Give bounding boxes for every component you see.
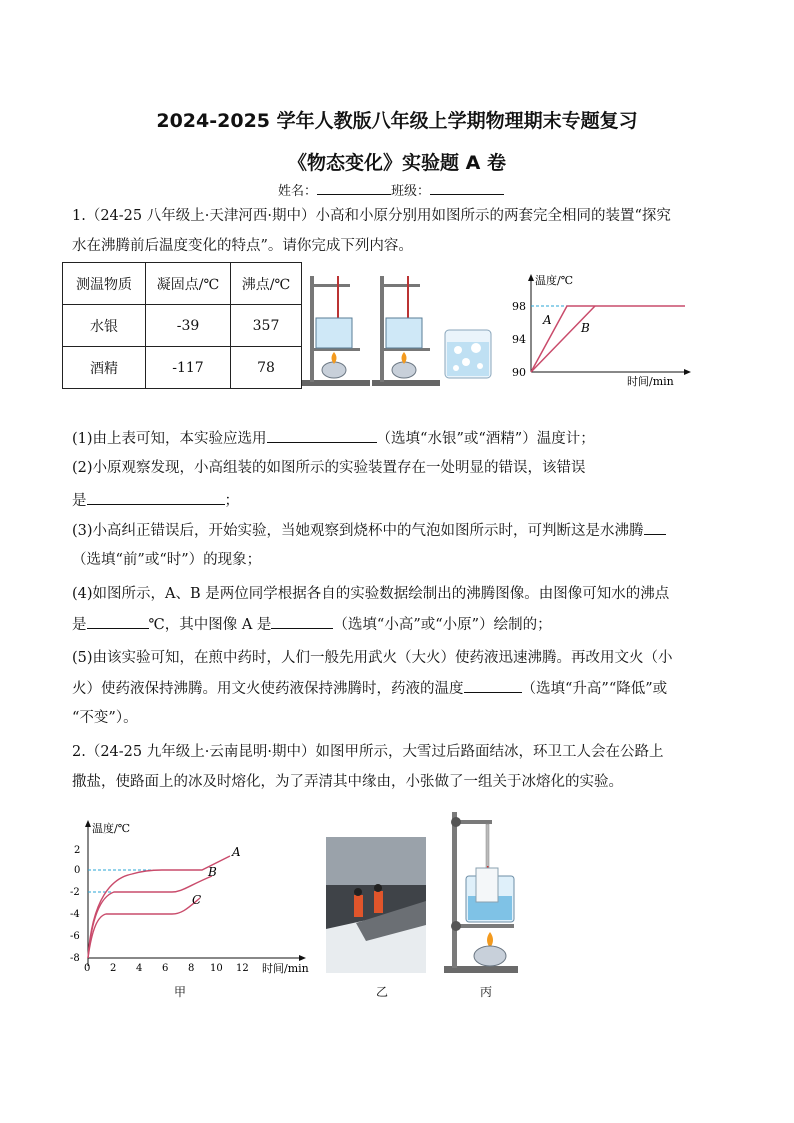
table-cell: 78 <box>231 347 302 389</box>
q1-part2-blank[interactable] <box>87 490 225 505</box>
curve-b <box>88 876 212 958</box>
name-blank[interactable] <box>317 180 391 195</box>
q1-part1-text: (1)由上表可知，本实验应选用 <box>72 431 267 447</box>
q1-part1 <box>72 428 732 449</box>
caption-jia: 甲 <box>173 985 186 999</box>
q1-part5-hint: （选填“升高”“降低”或 <box>521 681 668 697</box>
q1-part4-prefix: 是 <box>72 617 87 633</box>
caption-bing: 丙 <box>479 985 492 999</box>
curve-c <box>88 898 200 958</box>
y-tick-label: 2 <box>74 845 81 856</box>
document-subtitle: 《物态变化》实验题 A 卷 <box>288 152 506 174</box>
y-tick-label: 90 <box>512 366 526 379</box>
name-label: 姓名： <box>278 184 318 199</box>
q1-part5-line2 <box>72 678 732 699</box>
q1-part1-blank[interactable] <box>267 428 377 443</box>
y-tick-label: -8 <box>70 953 80 964</box>
caption-yi: 乙 <box>375 985 388 999</box>
curve-a-label: A <box>543 313 552 327</box>
properties-table <box>62 262 302 389</box>
q1-part3-line1 <box>72 520 732 541</box>
table-row <box>63 347 302 389</box>
x-tick-label: 6 <box>162 963 169 974</box>
class-blank[interactable] <box>430 180 504 195</box>
class-label: 班级： <box>391 184 431 199</box>
q1-part2-prefix: 是 <box>72 493 87 509</box>
q1-part4-blank-boiling-point[interactable] <box>87 614 149 629</box>
table-row <box>63 305 302 347</box>
x-axis-label: 时间/min <box>262 962 309 975</box>
table-cell: 357 <box>231 305 302 347</box>
apparatus-right <box>372 276 440 386</box>
x-axis-label: 时间/min <box>627 375 674 388</box>
y-tick-label: 94 <box>512 333 526 346</box>
x-tick-label: 0 <box>84 963 91 974</box>
q1-part3-text: (3)小高纠正错误后，开始实验，当她观察到烧杯中的气泡如图所示时，可判断这是水沸腾 <box>72 523 644 539</box>
x-tick-label: 12 <box>236 963 249 974</box>
properties-table-wrap <box>62 262 302 389</box>
q1-part4-line1: (4)如图所示，A、B 是两位同学根据各自的实验数据绘制出的沸腾图像。由图像可知水的沸点 <box>72 586 670 602</box>
y-axis-label: 温度/℃ <box>92 822 131 835</box>
x-tick-label: 10 <box>210 963 223 974</box>
q2-stem-line2: 撒盐，使路面上的冰及时熔化，为了弄清其中缘由，小张做了一组关于冰熔化的实验。 <box>72 774 623 790</box>
q1-part5-text: 火）使药液保持沸腾。用文火使药液保持沸腾时，药液的温度 <box>72 681 464 697</box>
curve-a-label: A <box>232 845 241 859</box>
x-tick-label: 4 <box>136 963 143 974</box>
q1-part2-line2 <box>72 490 732 511</box>
y-tick-label: -6 <box>70 931 80 942</box>
table-cell: 水银 <box>63 305 146 347</box>
q1-part5-line3: “不变”）。 <box>72 710 138 726</box>
q1-part2-line1: (2)小原观察发现，小高组装的如图所示的实验装置存在一处明显的错误，该错误 <box>72 460 586 476</box>
q1-part2-suffix: ； <box>224 493 239 509</box>
y-axis-label: 温度/℃ <box>535 274 574 287</box>
q1-part3-line2: （选填“前”或“时”）的现象； <box>72 552 262 568</box>
curve-c-label: C <box>192 893 202 907</box>
beaker-bubbles <box>445 330 491 378</box>
table-header-cell: 沸点/℃ <box>231 263 302 305</box>
x-tick-label: 8 <box>188 963 195 974</box>
curve-b-label: B <box>581 321 590 335</box>
q1-part4-line2 <box>72 614 732 635</box>
x-tick-label: 2 <box>110 963 117 974</box>
y-tick-label: 0 <box>74 865 81 876</box>
q1-part5-line1: (5)由该实验可知，在煎中药时，人们一般先用武火（大火）使药液迅速沸腾。再改用文火（小 <box>72 650 673 666</box>
q1-part4-blank-author[interactable] <box>271 614 333 629</box>
y-tick-label: 98 <box>512 300 526 313</box>
table-header-cell: 凝固点/℃ <box>146 263 231 305</box>
q1-part4-hint: （选填“小高”或“小原”）绘制的； <box>333 617 552 633</box>
apparatus-left <box>302 276 370 386</box>
table-cell: -117 <box>146 347 231 389</box>
q1-apparatus-figure <box>300 268 500 390</box>
name-class-row <box>278 180 504 199</box>
q2-apparatus-figure <box>440 806 530 976</box>
q1-part3-blank[interactable] <box>644 520 666 535</box>
curve-b-label: B <box>208 865 217 879</box>
curve-a <box>531 306 685 372</box>
q2-stem-line1: 2.（24-25 九年级上·云南昆明·期中）如图甲所示，大雪过后路面结冰，环卫工人会在公路上 <box>72 744 664 760</box>
table-cell: 酒精 <box>63 347 146 389</box>
table-header-row <box>63 263 302 305</box>
q1-part1-hint: （选填“水银”或“酒精”）温度计； <box>376 431 595 447</box>
curve-b <box>531 306 595 372</box>
q1-part5-blank[interactable] <box>464 678 522 693</box>
y-tick-label: -4 <box>70 909 80 920</box>
snow-road-photo <box>326 837 426 973</box>
q1-stem-line1: 1.（24-25 八年级上·天津河西·期中）小高和小原分别用如图所示的两套完全相同的装置“探究 <box>72 208 671 224</box>
y-tick-label: -2 <box>70 887 80 898</box>
q2-melting-graph <box>62 818 320 978</box>
table-header-cell: 测温物质 <box>63 263 146 305</box>
table-cell: -39 <box>146 305 231 347</box>
q1-part4-middle: ℃，其中图像 A 是 <box>148 617 272 633</box>
document-title: 2024-2025 学年人教版八年级上学期物理期末专题复习 <box>156 110 638 132</box>
q1-boiling-graph <box>505 270 695 390</box>
q1-stem-line2: 水在沸腾前后温度变化的特点”。请你完成下列内容。 <box>72 238 413 254</box>
